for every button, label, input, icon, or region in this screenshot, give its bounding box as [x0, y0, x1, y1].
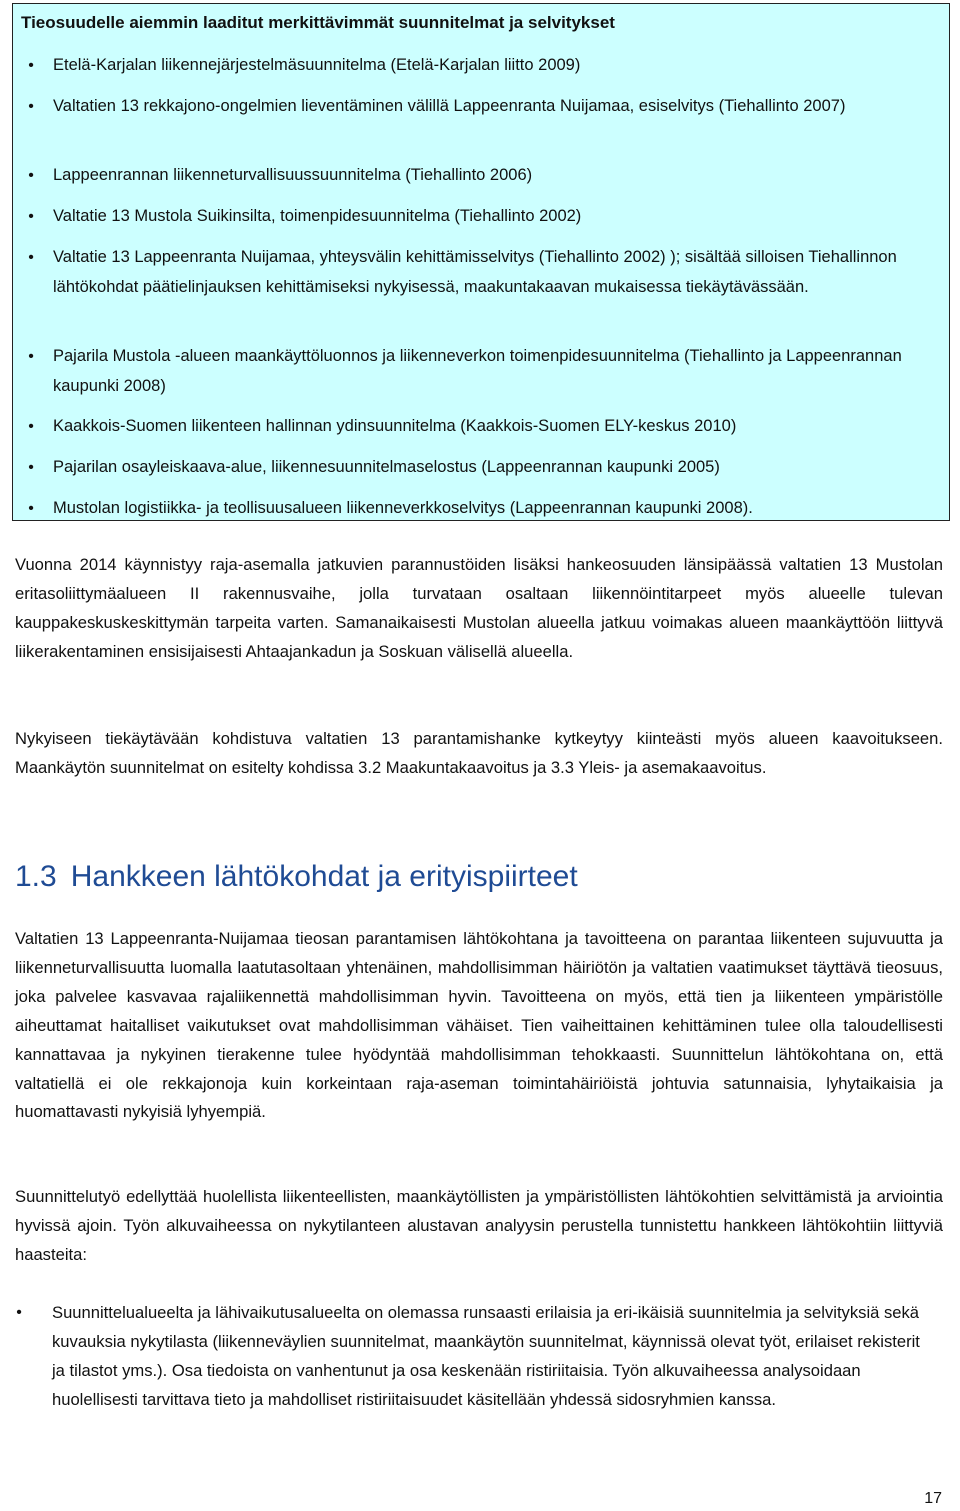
bullet-icon: • — [28, 348, 34, 365]
list-item-text: Pajarilan osayleiskaava-alue, liikennesuunnitelmaselostus (Lappeenrannan kaupunki 2005) — [53, 458, 720, 476]
box-title: Tieosuudelle aiemmin laaditut merkittävimmät suunnitelmat ja selvitykset — [21, 13, 615, 32]
paragraph: Vuonna 2014 käynnistyy raja-asemalla jatkuvien parannustöiden lisäksi hankeosuuden länsipäässä valtatien 13 Mustolan eritasoliittymäalueen II rakennusvaihe, jolla turvataan osaltaan liikennöintitarpeet myös alueelle tulevan kauppakeskuskeskittymän tarpeita varten. Samanaikaisesti Mustolan alueella jatkuu voimakas alueen maankäyttöön liittyvä liikerakentaminen ensisijaisesti Ahtaajankadun ja Soskuan välisellä alueella. — [15, 555, 943, 661]
section-title: Hankkeen lähtökohdat ja erityispiirteet — [70, 860, 578, 893]
list-item-text: Lappeenrannan liikenneturvallisuussuunnitelma (Tiehallinto 2006) — [53, 166, 533, 184]
list-item-text: Valtatie 13 Mustola Suikinsilta, toimenpidesuunnitelma (Tiehallinto 2002) — [53, 207, 582, 225]
list-item — [28, 412, 929, 442]
list-item — [16, 1299, 932, 1415]
list-item — [28, 92, 929, 122]
bullet-icon: • — [28, 98, 34, 115]
list-item-text: Pajarila Mustola -alueen maankäyttöluonnos ja liikenneverkon toimenpidesuunnitelma (Tiehallinto ja Lappeenrannan kaupunki 2008) — [53, 347, 902, 395]
section-number: 1.3 — [15, 860, 57, 893]
paragraph: Nykyiseen tiekäytävään kohdistuva valtatien 13 parantamishanke kytkeytyy kiinteästi myös alueen kaavoitukseen. Maankäytön suunnitelmat on esitelty kohdissa 3.2 Maakuntakaavoitus ja 3.3 Yleis- ja asemakaavoitus. — [15, 729, 943, 777]
paragraph: Suunnittelutyö edellyttää huolellista liikenteellisten, maankäytöllisten ja ympäristöllisten lähtökohtien selvittämistä ja arviointia hyvissä ajoin. Työn alkuvaiheessa on nykytilanteen alustavan analyysin perustella tunnistettu hankkeen lähtökohtiin liittyviä haasteita: — [15, 1187, 943, 1264]
list-item-text: Valtatien 13 rekkajono-ongelmien lieventäminen välillä Lappeenranta Nuijamaa, esiselvitys (Tiehallinto 2007) — [53, 97, 846, 115]
list-item-text: Kaakkois-Suomen liikenteen hallinnan ydinsuunnitelma (Kaakkois-Suomen ELY-keskus 2010) — [53, 417, 737, 435]
list-item — [28, 51, 929, 81]
section-heading — [15, 855, 578, 899]
planning-references-box — [12, 3, 950, 521]
list-item — [28, 453, 929, 483]
list-item — [28, 202, 929, 232]
bullet-icon: • — [28, 167, 34, 184]
paragraph: Valtatien 13 Lappeenranta-Nuijamaa tieosan parantamisen lähtökohtana ja tavoitteena on parantaa liikenteen sujuvuutta ja liikenneturvallisuutta luomalla laatutasoltaan yhtenäinen, mahdollisimman häiriötön ja valtatien vaatimukset täyttävä tieosuus, joka palvelee kasvavaa rajaliikennettä mahdollisimman hyvin. Tavoitteena on myös, että tien ja liikenteen ympäristölle aiheuttamat haitalliset vaikutukset ovat mahdollisimman vähäiset. Tien vaiheittainen kehittäminen tulee olla taloudellisesti kannattavaa ja nykyinen tierakenne tulee hyödyntää mahdollisimman tehokkaasti. Suunnittelun lähtökohtana on, että valtatiellä ei ole rekkajonoja kuin korkeintaan raja-aseman toimintahäiriöistä johtuvia satunnaisia, lyhytaikaisia ja huomattavasti nykyisiä lyhyempiä. — [15, 929, 943, 1122]
list-item — [28, 243, 929, 302]
bullet-icon: • — [28, 208, 34, 225]
page-number: 17 — [924, 1490, 942, 1507]
bullet-icon: • — [28, 418, 34, 435]
bullet-icon: • — [28, 249, 34, 266]
bullet-icon: • — [28, 459, 34, 476]
bullet-icon: • — [16, 1304, 22, 1321]
list-item — [28, 342, 929, 401]
list-item-text: Suunnittelualueelta ja lähivaikutusalueelta on olemassa runsaasti erilaisia ja eri-ikäisiä suunnitelmia ja selvityksiä sekä kuvauksia nykytilasta (liikenneväylien suunnitelmat, maankäytön suunnitelmat, käynnissä olevat työt, erilaiset rekisterit ja tilastot yms.). Osa tiedoista on vanhentunut ja osa keskenään ristiriitaisia. Työn alkuvaiheessa analysoidaan huolellisesti tarvittava tieto ja mahdolliset ristiriitaisuudet käsitellään yhdessä sidosryhmien kanssa. — [52, 1303, 920, 1409]
list-item — [28, 161, 929, 191]
list-item — [28, 494, 929, 524]
bullet-icon: • — [28, 500, 34, 517]
list-item-text: Etelä-Karjalan liikennejärjestelmäsuunnitelma (Etelä-Karjalan liitto 2009) — [53, 56, 581, 74]
list-item-text: Valtatie 13 Lappeenranta Nuijamaa, yhteysvälin kehittämisselvitys (Tiehallinto 2002) ); sisältää silloisen Tiehallinnon lähtökohdat päätielinjauksen kehittämiseksi nykyisessä, maakuntakaavan mukaisessa tiekäytävässään. — [53, 248, 897, 296]
list-item-text: Mustolan logistiikka- ja teollisuusalueen liikenneverkkoselvitys (Lappeenrannan kaupunki 2008). — [53, 499, 753, 517]
bullet-icon: • — [28, 57, 34, 74]
